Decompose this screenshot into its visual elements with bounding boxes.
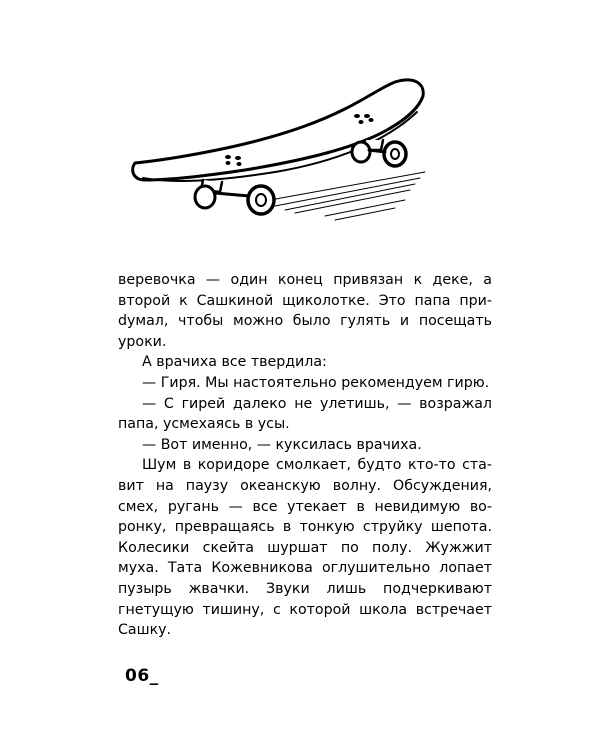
paragraph: — Гиря. Мы настоятельно рекомендуем гирю. [142, 374, 490, 391]
skateboard-icon [125, 60, 450, 235]
paragraph: — С гирей далеко не улетишь, — возражал папа, усмехаясь в усы. [118, 395, 492, 433]
page-number: 06_ [125, 666, 159, 686]
paragraph: веревочка — один конец привязан к деке, а второй к Сашкиной щиколотке. Это папа приdумал, чтобы можно было гулять и посещать уроки. [118, 272, 492, 350]
text-block [118, 270, 492, 641]
paragraph: Шум в коридоре смолкает, будто кто-то ставит на паузу океанскую волну. Обсуждения, смех, ругань — все утекает в невидимую воронку, превращаясь в тонкую струйку шепота. Колесики скейта шуршат по полу. Жужжит муха. Тата Кожевникова оглушительно лопает пузырь жвачки. Звуки лишь подчеркивают гнетущую тишину, с которой школа встречает Сашку. [118, 457, 492, 639]
paragraph: — Вот именно, — куксилась врачиха. [142, 436, 422, 453]
paragraph: А врачиха все твердила: [142, 354, 327, 371]
